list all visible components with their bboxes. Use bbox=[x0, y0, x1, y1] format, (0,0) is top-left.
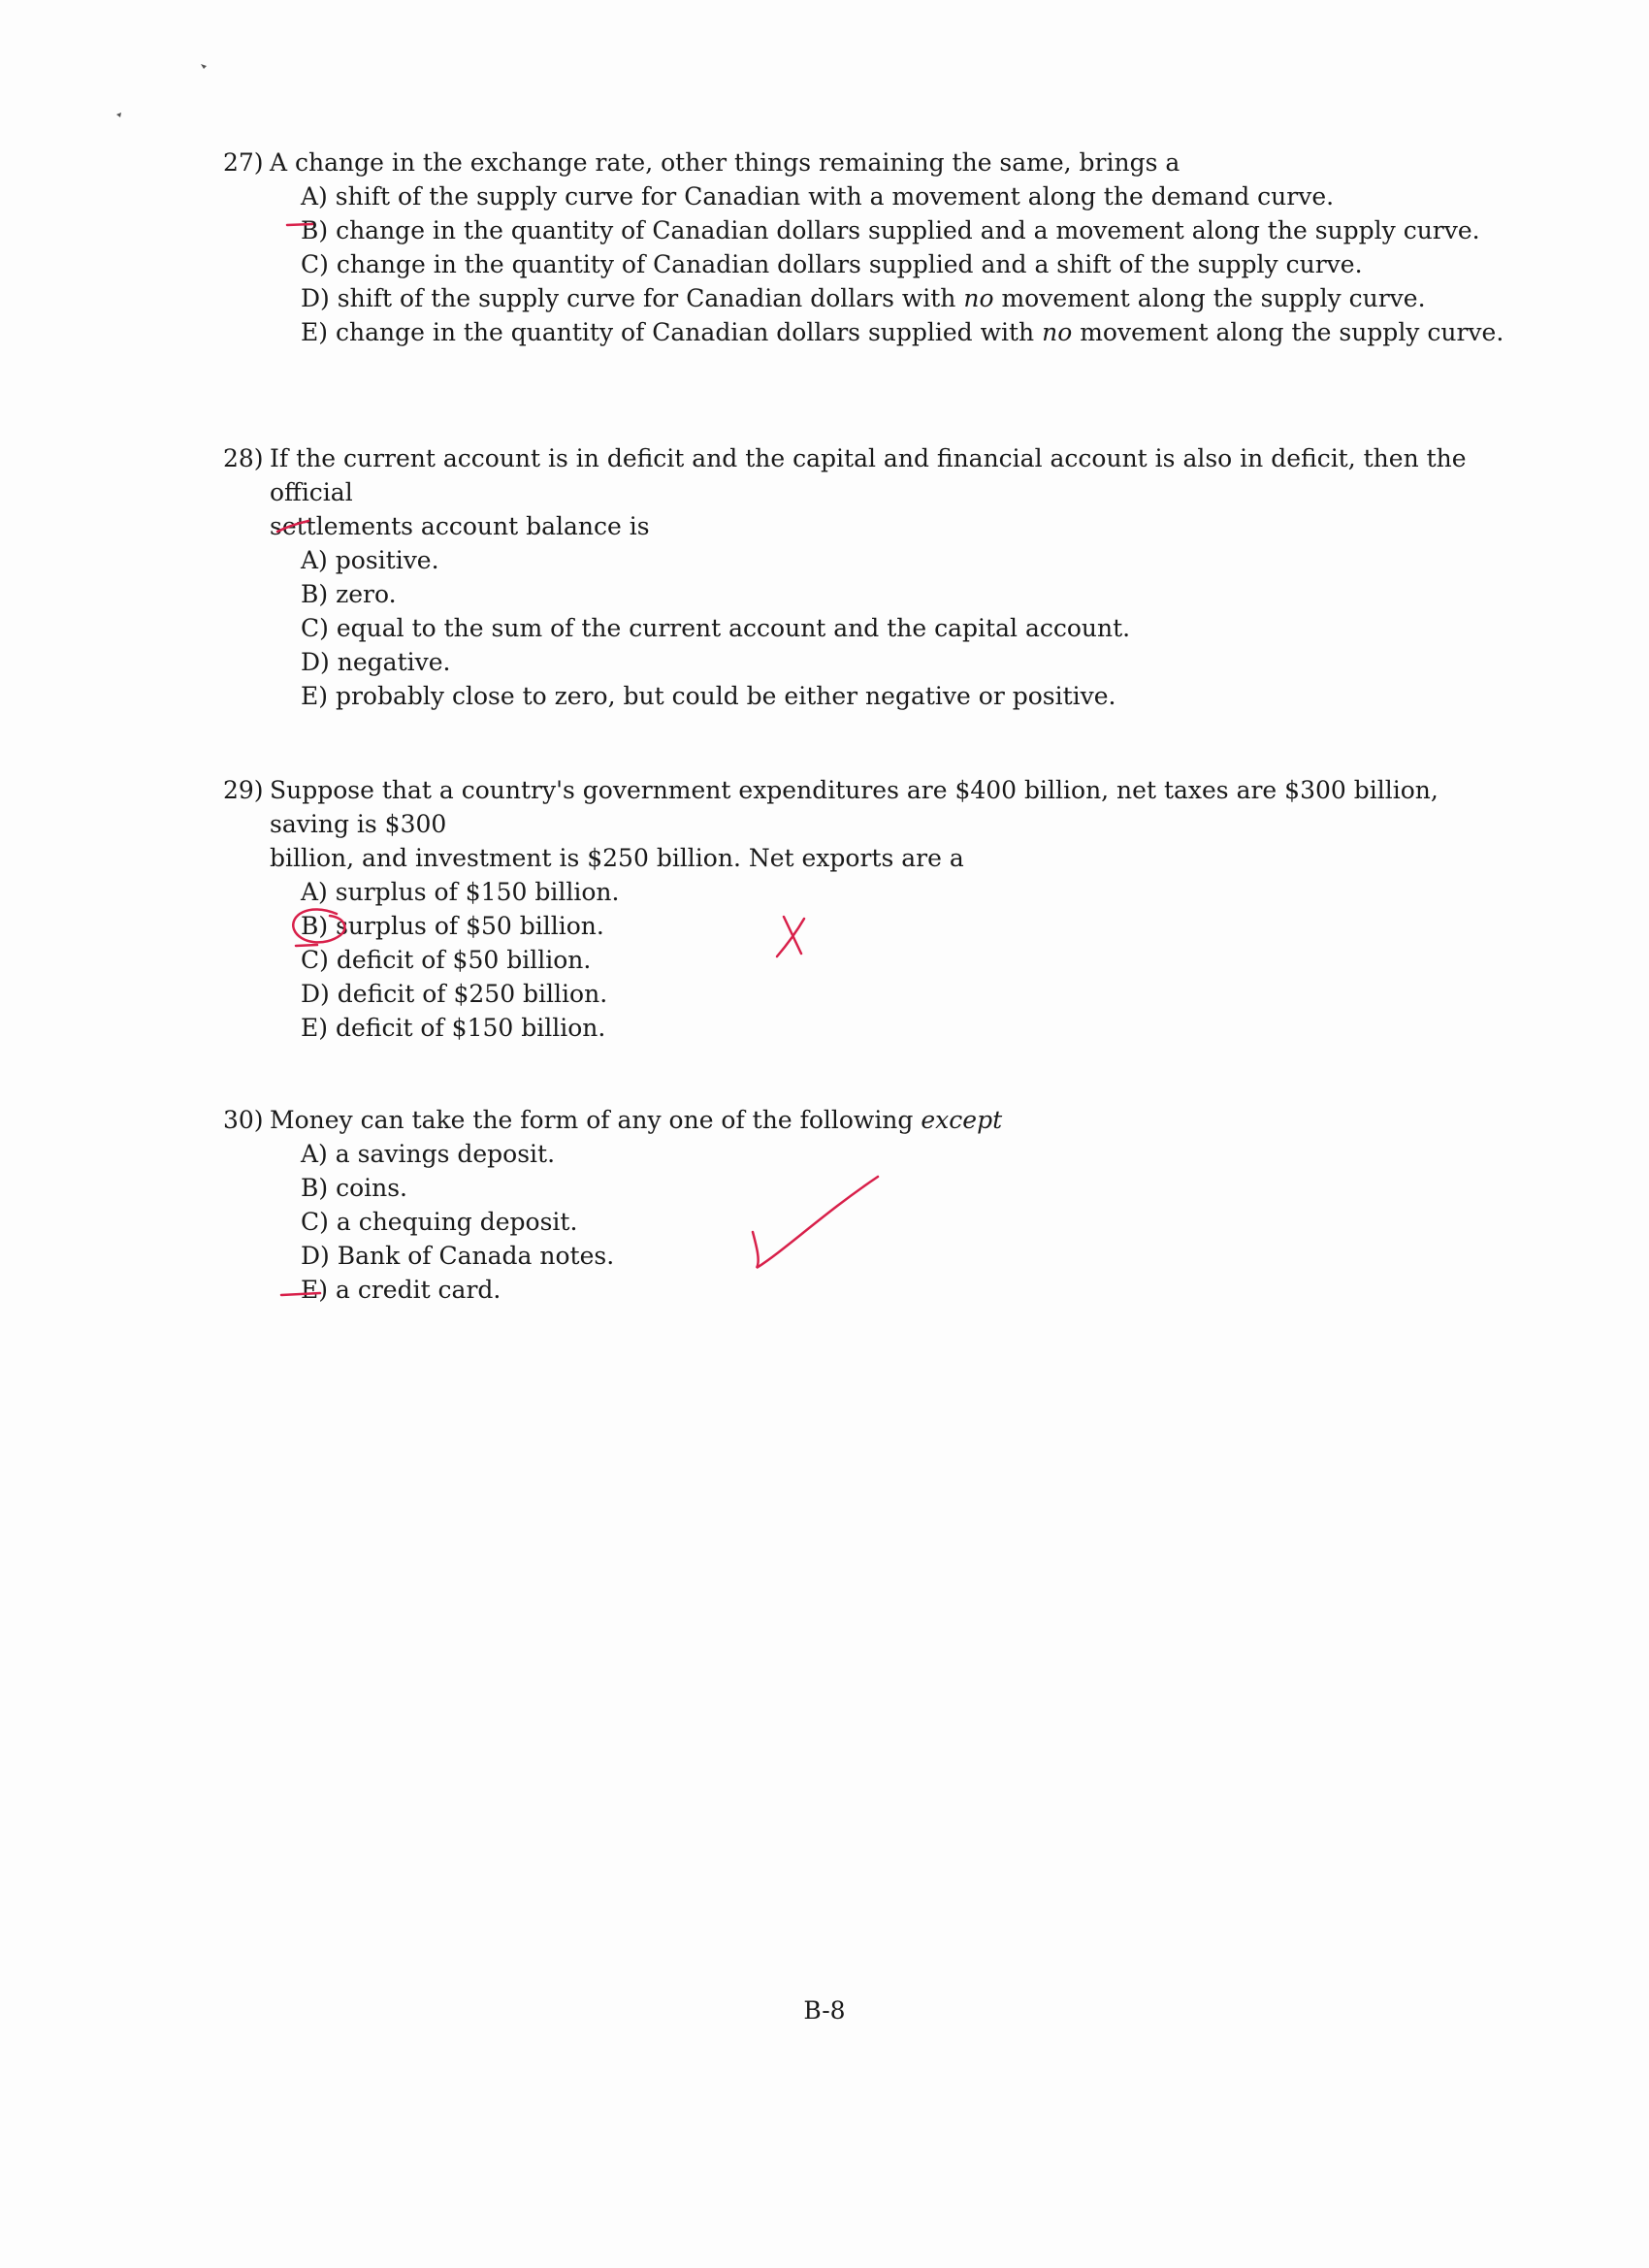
question-text: Money can take the form of any one of the following except bbox=[270, 1106, 1003, 1134]
question-number: 28) bbox=[223, 444, 264, 472]
question-stem bbox=[223, 441, 1523, 543]
option-e[interactable]: E) probably close to zero, but could be either negative or positive. bbox=[301, 682, 1116, 710]
option-c[interactable]: C) equal to the sum of the current account and the capital account. bbox=[301, 614, 1131, 642]
option-a[interactable]: A) shift of the supply curve for Canadian with a movement along the demand curve. bbox=[301, 182, 1335, 211]
option-e[interactable]: E) a credit card. bbox=[301, 1276, 501, 1304]
option-b[interactable]: B) surplus of $50 billion. bbox=[301, 912, 604, 940]
option-e[interactable]: E) deficit of $150 billion. bbox=[301, 1014, 606, 1042]
option-d[interactable]: D) deficit of $250 billion. bbox=[301, 980, 608, 1008]
option-c[interactable]: C) change in the quantity of Canadian dollars supplied and a shift of the supply curve. bbox=[301, 250, 1363, 278]
option-a[interactable]: A) positive. bbox=[301, 546, 439, 574]
question-27 bbox=[223, 146, 1523, 349]
answer-options bbox=[301, 1137, 1523, 1307]
option-b[interactable]: B) coins. bbox=[301, 1174, 408, 1202]
question-28 bbox=[223, 441, 1523, 713]
question-number: 29) bbox=[223, 776, 264, 804]
option-d[interactable]: D) Bank of Canada notes. bbox=[301, 1242, 615, 1270]
answer-options bbox=[301, 875, 1523, 1045]
question-text: If the current account is in deficit and the capital and financial account is also in deficit, then the official settlements account balance is bbox=[270, 444, 1467, 540]
option-e[interactable]: E) change in the quantity of Canadian dollars supplied with no movement along the supply curve. bbox=[301, 318, 1504, 346]
question-text: Suppose that a country's government expenditures are $400 billion, net taxes are $300 billion, saving is $300 billion, and investment is $250 billion. Net exports are a bbox=[270, 776, 1439, 872]
option-c[interactable]: C) a chequing deposit. bbox=[301, 1208, 578, 1236]
option-d[interactable]: D) negative. bbox=[301, 648, 451, 676]
question-stem bbox=[223, 1103, 1523, 1137]
option-b[interactable]: B) change in the quantity of Canadian dollars supplied and a movement along the supply curve. bbox=[301, 216, 1480, 244]
question-text: A change in the exchange rate, other things remaining the same, brings a bbox=[270, 148, 1180, 177]
option-a[interactable]: A) a savings deposit. bbox=[301, 1140, 556, 1168]
question-30 bbox=[223, 1103, 1523, 1307]
question-stem bbox=[223, 773, 1523, 875]
question-number: 30) bbox=[223, 1106, 264, 1134]
answer-options bbox=[301, 179, 1523, 349]
option-a[interactable]: A) surplus of $150 billion. bbox=[301, 878, 620, 906]
page-number: B-8 bbox=[803, 1996, 846, 2025]
option-b[interactable]: B) zero. bbox=[301, 580, 397, 608]
question-stem bbox=[223, 146, 1523, 179]
question-number: 27) bbox=[223, 148, 264, 177]
option-c[interactable]: C) deficit of $50 billion. bbox=[301, 946, 592, 974]
answer-options bbox=[301, 543, 1523, 713]
question-29 bbox=[223, 773, 1523, 1045]
option-d[interactable]: D) shift of the supply curve for Canadian dollars with no movement along the supply curve. bbox=[301, 284, 1426, 312]
bleed-through-text bbox=[225, 2027, 226, 2028]
